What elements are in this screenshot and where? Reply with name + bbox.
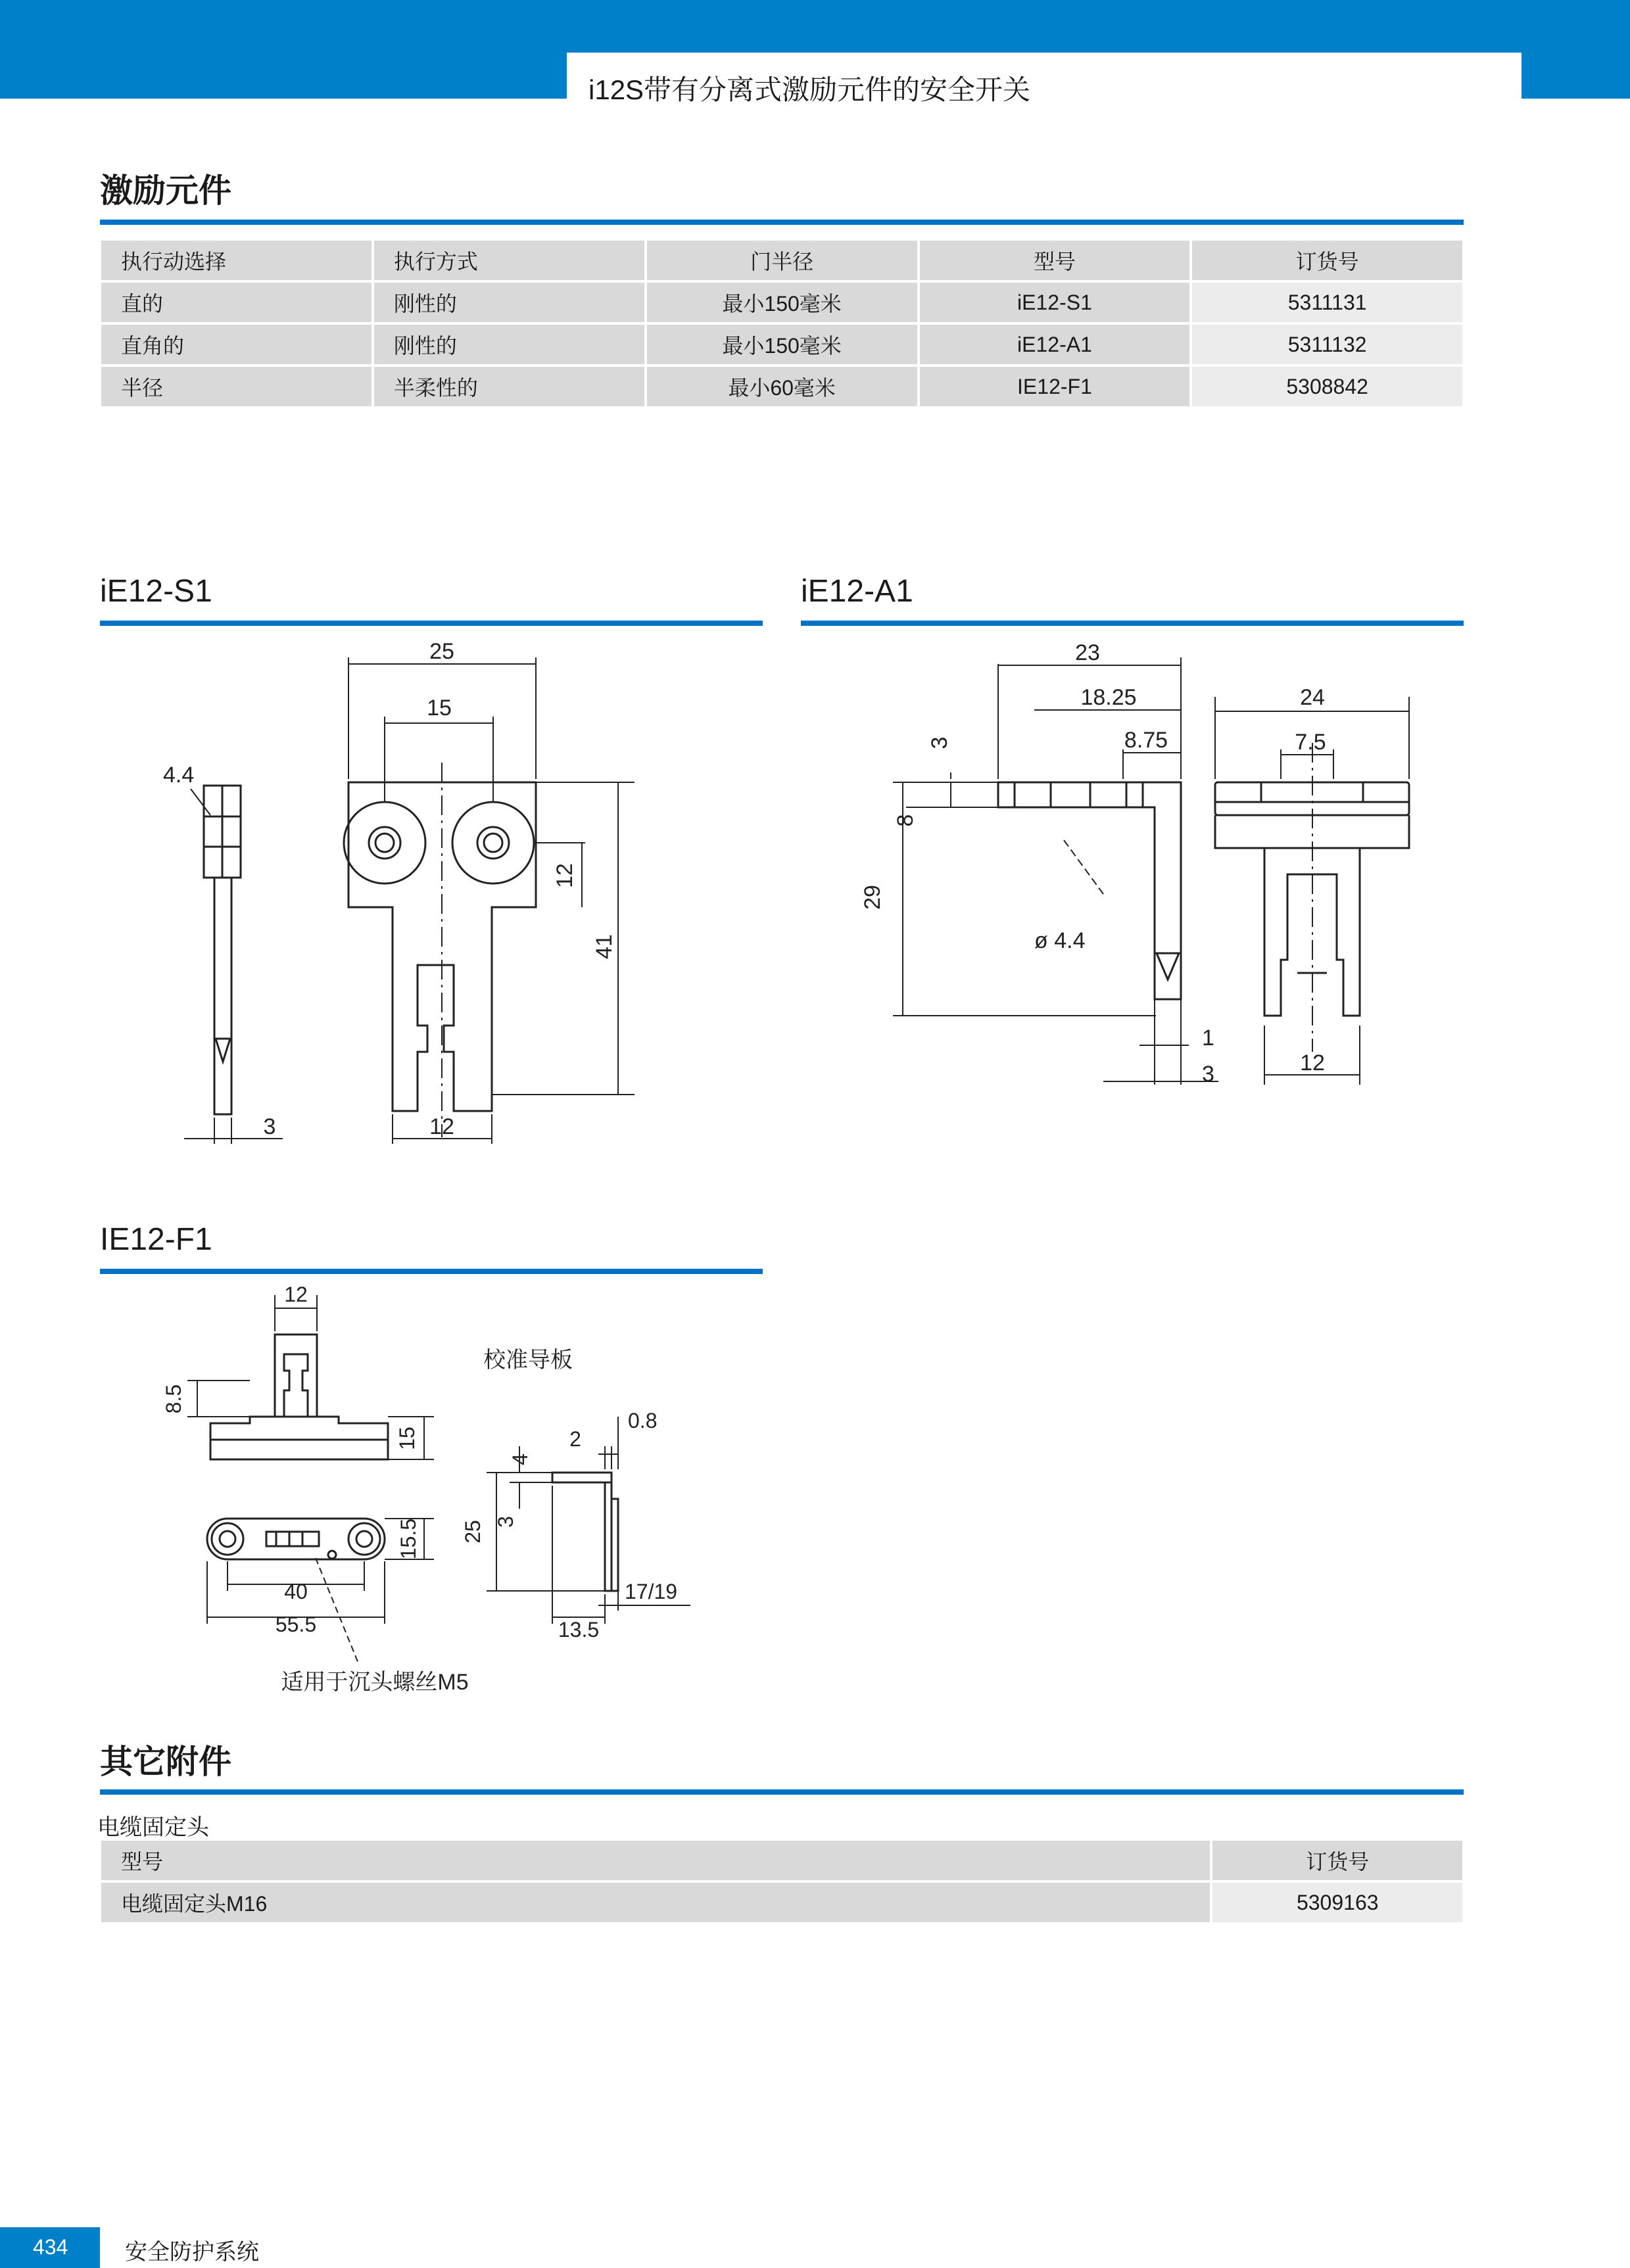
drawing-rule-f1 bbox=[100, 1269, 763, 1274]
dim-label: 18.25 bbox=[1080, 685, 1137, 710]
page-title: i12S带有分离式激励元件的安全开关 bbox=[588, 74, 1031, 105]
drawing-f1 bbox=[99, 1282, 763, 1709]
table-cell: 最小60毫米 bbox=[647, 367, 917, 406]
table-row bbox=[101, 325, 1462, 364]
table-cell: 5309163 bbox=[1212, 1883, 1462, 1922]
dim-label: 8.5 bbox=[162, 1384, 185, 1414]
dim-label: 3 bbox=[1202, 1062, 1214, 1087]
table-cell: iE12-A1 bbox=[920, 325, 1190, 364]
table-cell: 5311132 bbox=[1192, 325, 1462, 364]
actuators-heading: 激励元件 bbox=[100, 172, 231, 209]
table-row bbox=[101, 1883, 1462, 1922]
dim-label: ø 4.4 bbox=[1034, 928, 1086, 953]
dim-label: 17/19 bbox=[625, 1580, 678, 1603]
column-header: 门半径 bbox=[647, 241, 917, 280]
accessories-rule bbox=[100, 1789, 1464, 1795]
dim-label: 29 bbox=[860, 885, 885, 910]
table-cell: iE12-S1 bbox=[920, 283, 1190, 322]
table-cell: 刚性的 bbox=[374, 325, 644, 364]
column-header: 型号 bbox=[101, 1841, 1210, 1880]
table-cell: 最小150毫米 bbox=[647, 325, 917, 364]
table-row bbox=[101, 283, 1462, 322]
table-cell: 5311131 bbox=[1192, 283, 1462, 322]
table-cell: 最小150毫米 bbox=[647, 283, 917, 322]
dim-label: 15 bbox=[395, 1427, 419, 1450]
dim-label: 3 bbox=[927, 736, 952, 749]
dim-label: 1 bbox=[1202, 1026, 1214, 1051]
table-row bbox=[101, 367, 1462, 406]
column-header: 订货号 bbox=[1192, 241, 1462, 280]
column-header: 订货号 bbox=[1212, 1841, 1462, 1880]
page-number: 434 bbox=[33, 2235, 68, 2259]
accessories-subheading: 电缆固定头 bbox=[97, 1815, 209, 1840]
dim-label: 8 bbox=[893, 814, 918, 827]
accessories-heading: 其它附件 bbox=[100, 1743, 231, 1780]
dim-label: 15.5 bbox=[396, 1518, 420, 1560]
drawing-s1 bbox=[99, 631, 763, 1157]
dim-label: 12 bbox=[552, 863, 577, 888]
dim-label: 4.4 bbox=[163, 763, 195, 788]
drawing-a1 bbox=[801, 631, 1465, 1104]
guide-plate-label: 校准导板 bbox=[483, 1348, 573, 1373]
dim-label: 2 bbox=[569, 1427, 581, 1451]
footer-section: 安全防护系统 bbox=[125, 2240, 259, 2265]
table-header-row bbox=[101, 241, 1462, 280]
drawing-title-s1: iE12-S1 bbox=[100, 574, 212, 609]
dim-label: 3 bbox=[263, 1114, 276, 1139]
dim-label: 12 bbox=[1300, 1051, 1325, 1075]
dim-label: 3 bbox=[494, 1516, 517, 1528]
table-cell: 直角的 bbox=[101, 325, 372, 364]
drawing-title-a1: iE12-A1 bbox=[801, 574, 913, 609]
accessories-table bbox=[99, 1838, 1465, 1925]
actuators-rule bbox=[100, 220, 1464, 225]
dim-label: 25 bbox=[429, 639, 454, 664]
table-cell: 半柔性的 bbox=[374, 367, 644, 406]
table-cell: 刚性的 bbox=[374, 283, 644, 322]
dim-label: 55.5 bbox=[275, 1613, 317, 1636]
dim-label: 12 bbox=[429, 1114, 454, 1139]
table-cell: 电缆固定头M16 bbox=[101, 1883, 1210, 1922]
dim-label: 8.75 bbox=[1124, 728, 1168, 753]
dim-label: 25 bbox=[461, 1520, 485, 1544]
table-cell: 半径 bbox=[101, 367, 372, 406]
dim-label: 24 bbox=[1300, 685, 1325, 710]
dim-label: 41 bbox=[592, 934, 617, 959]
dim-label: 12 bbox=[284, 1283, 308, 1306]
dim-label: 40 bbox=[284, 1580, 308, 1603]
dim-label: 7.5 bbox=[1295, 730, 1326, 755]
drawing-rule-a1 bbox=[801, 621, 1464, 626]
dim-label: 4 bbox=[508, 1453, 532, 1465]
column-header: 执行方式 bbox=[374, 241, 644, 280]
table-header-row bbox=[101, 1841, 1462, 1880]
table-cell: 5308842 bbox=[1192, 367, 1462, 406]
actuators-table bbox=[99, 238, 1465, 409]
drawing-rule-s1 bbox=[100, 621, 763, 626]
dim-label: 23 bbox=[1075, 640, 1100, 665]
dim-label: 0.8 bbox=[628, 1409, 658, 1432]
dim-label: 15 bbox=[427, 696, 452, 721]
screw-note: 适用于沉头螺丝M5 bbox=[281, 1670, 469, 1695]
drawing-title-f1: IE12-F1 bbox=[100, 1222, 212, 1257]
column-header: 型号 bbox=[920, 241, 1190, 280]
dim-label: 13.5 bbox=[558, 1618, 600, 1642]
table-cell: IE12-F1 bbox=[920, 367, 1190, 406]
table-cell: 直的 bbox=[101, 283, 372, 322]
column-header: 执行动选择 bbox=[101, 241, 372, 280]
